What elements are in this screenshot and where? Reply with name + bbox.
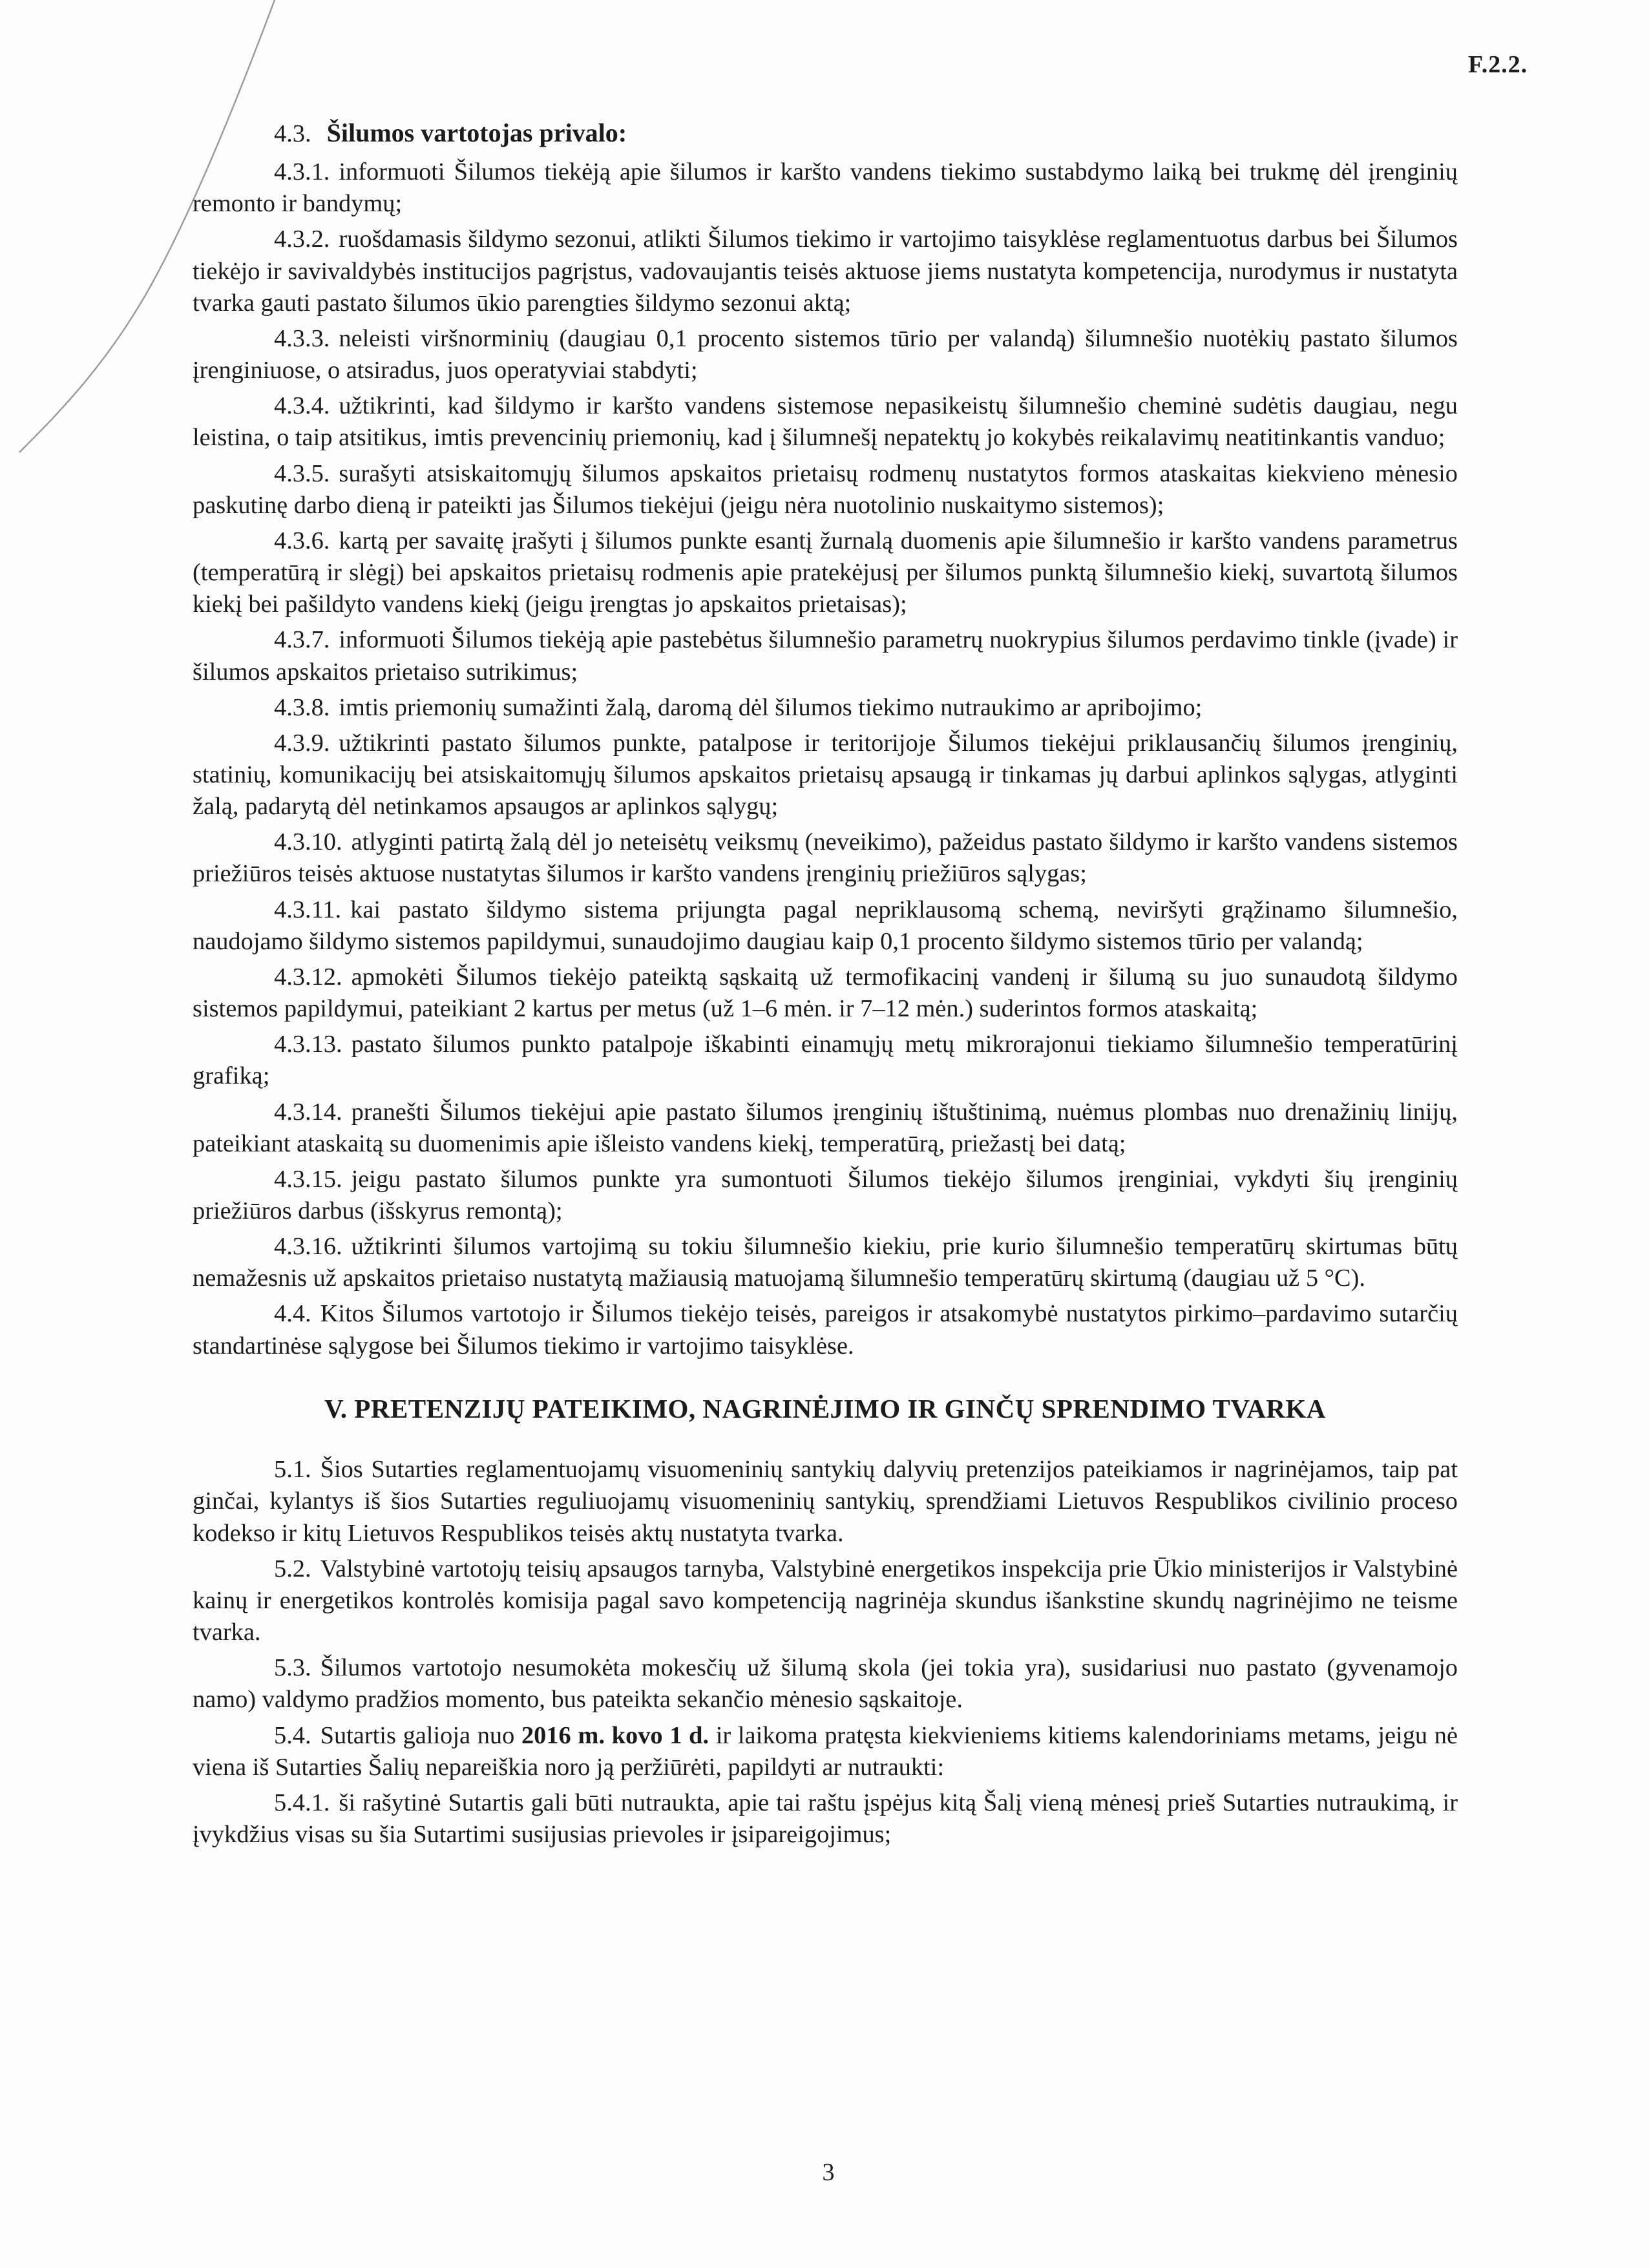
clause-4-3-9 [193,728,1458,823]
clause-4-3-13 [193,1029,1458,1092]
clause-text: surašyti atsiskaitomųjų šilumos apskaitos prietaisų rodmenų nustatytos formos ataskaitas kiekvieno mėnesio paskutinę darbo dieną ir pateikti jas Šilumos tiekėjui (jeigu nėra nuotolinio nuskaitymo sistemos); [193,459,1458,519]
clause-text: Kitos Šilumos vartotojo ir Šilumos tiekėjo teisės, pareigos ir atsakomybė nustatytos pirkimo–pardavimo sutarčių standartinėse sąlygose bei Šilumos tiekimo ir vartojimo taisyklėse. [193,1300,1458,1360]
clause-number: 4.3.2. [274,226,330,253]
clause-4-3-5 [193,458,1458,521]
clause-text: užtikrinti, kad šildymo ir karšto vandens sistemose nepasikeistų šilumnešio cheminė sudėtis daugiau, negu leistina, o taip atsitikus, imtis prevencinių priemonių, kad į šilumnešį nepatektų jo kokybės reikalavimų neatitinkantis vanduo; [193,392,1458,452]
clause-4-3-11 [193,894,1458,958]
clause-text: informuoti Šilumos tiekėją apie šilumos ir karšto vandens tiekimo sustabdymo laiką bei trukmę dėl įrenginių remonto ir bandymų; [193,158,1458,218]
clause-number: 4.3. [274,120,311,147]
clause-number: 5.4. [274,1721,311,1749]
clause-text: ruošdamasis šildymo sezonui, atlikti Šilumos tiekimo ir vartojimo taisyklėse reglamentuotus darbus bei Šilumos tiekėjo ir savivaldybės institucijos pagrįstus, vadovaujantis teisės aktuose jiems nustatyta kompetencija, nurodymus ir nustatyta tvarka gauti pastato šilumos ūkio parengties šildymo sezonui aktą; [193,226,1458,317]
clause-4-3-6 [193,525,1458,620]
clause-text-after: ir laikoma pratęsta kiekvieniems kitiems kalendoriniams metams, jeigu nė viena iš Sutarties Šalių nepareiškia noro ją peržiūrėti, papildyti ar nutraukti: [193,1721,1458,1781]
clause-number: 4.3.7. [274,626,330,654]
page-number: 3 [822,2159,835,2186]
clause-number: 4.3.3. [274,324,330,352]
clause-number: 5.3. [274,1654,311,1682]
clause-4-3-heading [193,116,1458,150]
clause-text: neleisti viršnorminių (daugiau 0,1 procento sistemos tūrio per valandą) šilumnešio nuotėkių pastato šilumos įrenginiuose, o atsiradus, juos operatyviai stabdyti; [193,324,1458,384]
clause-5-4-1 [193,1787,1458,1851]
clause-number: 4.3.13. [274,1031,342,1058]
clause-text: ši rašytinė Sutartis gali būti nutraukta, apie tai raštu įspėjus kitą Šalį vieną mėnesį prieš Sutarties nutraukimą, ir įvykdžius visas su šia Sutartimi susijusias prievoles ir įsipareigojimus; [193,1789,1458,1848]
document-reference: F.2.2. [1468,51,1528,78]
clause-number: 4.3.5. [274,459,330,487]
clause-text: pranešti Šilumos tiekėjui apie pastato šilumos įrenginių ištuštinimą, nuėmus plombas nuo drenažinių linijų, pateikiant ataskaitą su duomenimis apie išleisto vandens kiekį, temperatūrą, priežastį bei datą; [193,1098,1458,1157]
clause-4-3-15 [193,1164,1458,1227]
clause-number: 4.3.6. [274,527,330,554]
clause-4-4 [193,1298,1458,1361]
clause-text: atlyginti patirtą žalą dėl jo neteisėtų veiksmų (neveikimo), pažeidus pastato šildymo ir karšto vandens sistemos priežiūros teisės aktuose nustatytas šilumos ir karšto vandens įrenginių priežiūros sąlygas; [193,828,1458,888]
section-v-heading: V. PRETENZIJŲ PATEIKIMO, NAGRINĖJIMO IR GINČŲ SPRENDIMO TVARKA [324,1393,1327,1423]
clause-number: 4.3.1. [274,158,330,186]
clause-number: 4.3.10. [274,828,342,856]
clause-4-3-8 [193,692,1458,724]
document-body [193,116,1458,1854]
clause-4-3-1 [193,156,1458,220]
clause-number: 4.3.14. [274,1098,342,1126]
clause-5-2 [193,1553,1458,1648]
clause-4-3-4 [193,390,1458,454]
clause-number: 5.2. [274,1555,311,1582]
clause-title: Šilumos vartotojas privalo: [326,118,627,147]
clause-5-3 [193,1652,1458,1716]
clause-number: 4.3.11. [274,896,342,923]
clause-number: 5.4.1. [274,1789,330,1816]
clause-4-3-14 [193,1097,1458,1160]
clause-number: 4.3.16. [274,1233,342,1261]
clause-5-1 [193,1454,1458,1549]
clause-text: Valstybinė vartotojų teisių apsaugos tarnyba, Valstybinė energetikos inspekcija prie Ūkio ministerijos ir Valstybinė kainų ir energetikos kontrolės komisija pagal savo kompetenciją nagrinėja skundus išankstine skundų nagrinėjimo ne teisme tvarka. [193,1555,1458,1646]
clause-number: 4.3.8. [274,693,330,721]
clause-text: užtikrinti pastato šilumos punkte, patalpose ir teritorijoje Šilumos tiekėjui priklausančių šilumos įrenginių, statinių, komunikacijų bei atsiskaitomųjų šilumos apskaitos prietaisų apsaugą ir tinkamas jų darbui aplinkos sąlygas, atlyginti žalą, padarytą dėl netinkamos apsaugos ar aplinkos sąlygų; [193,729,1458,821]
clause-number: 4.3.9. [274,729,330,757]
clause-4-3-12 [193,961,1458,1025]
clause-text: apmokėti Šilumos tiekėjo pateiktą sąskaitą už termofikacinį vandenį ir šilumą su juo sunaudotą šildymo sistemos papildymui, pateikiant 2 kartus per metus (už 1–6 mėn. ir 7–12 mėn.) suderintos formos ataskaitą; [193,963,1458,1023]
clause-number: 4.3.4. [274,392,330,420]
clause-text-before: Sutartis galioja nuo [320,1721,521,1749]
clause-number: 5.1. [274,1456,311,1484]
clause-text: imtis priemonių sumažinti žalą, daromą dėl šilumos tiekimo nutraukimo ar apribojimo; [339,693,1203,721]
clause-text: Šios Sutarties reglamentuojamų visuomeninių santykių dalyvių pretenzijos pateikiamos ir nagrinėjamos, taip pat ginčai, kylantys iš šios Sutarties reguliuojamų visuomeninių santykių, sprendžiami Lietuvos Respublikos civilinio proceso kodekso ir kitų Lietuvos Respublikos teisės aktų nustatyta tvarka. [193,1456,1458,1547]
clause-text: Šilumos vartotojo nesumokėta mokesčių už šilumą skola (jei tokia yra), susidariusi nuo pastato (gyvenamojo namo) valdymo pradžios momento, bus pateikta sekančio mėnesio sąskaitoje. [193,1654,1458,1714]
clause-number: 4.3.12. [274,963,342,991]
clause-text: užtikrinti šilumos vartojimą su tokiu šilumnešio kiekiu, prie kurio šilumnešio temperatūrų skirtumas būtų nemažesnis už apskaitos prietaiso nustatytą mažiausią matuojamą šilumnešio temperatūrų skirtumą (daugiau už 5 °C). [193,1233,1458,1292]
clause-number: 4.4. [274,1300,311,1328]
clause-5-4 [193,1720,1458,1783]
clause-4-3-7 [193,624,1458,688]
clause-text: pastato šilumos punkto patalpoje iškabinti einamųjų metų mikrorajonui tiekiamo šilumnešio temperatūrinį grafiką; [193,1031,1458,1090]
clause-4-3-2 [193,224,1458,319]
clause-text: kartą per savaitę įrašyti į šilumos punkte esantį žurnalą duomenis apie šilumnešio ir karšto vandens parametrus (temperatūrą ir slėgį) bei apskaitos prietaisų rodmenis apie pratekėjusį per šilumos punktą šilumnešio kiekį, suvartotą šilumos kiekį bei pašildyto vandens kiekį (jeigu įrengtas jo apskaitos prietaisas); [193,527,1458,618]
clause-4-3-3 [193,323,1458,386]
clause-4-3-16 [193,1231,1458,1294]
clause-number: 4.3.15. [274,1165,342,1193]
clause-text: kai pastato šildymo sistema prijungta pagal nepriklausomą schemą, neviršyti grąžinamo šilumnešio, naudojamo šildymo sistemos papildymui, sunaudojimo daugiau kaip 0,1 procento šildymo sistemos tūrio per valandą; [193,896,1458,955]
clause-4-3-10 [193,826,1458,890]
clause-text: informuoti Šilumos tiekėją apie pastebėtus šilumnešio parametrų nuokrypius šilumos perdavimo tinkle (įvade) ir šilumos apskaitos prietaiso sutrikimus; [193,626,1458,686]
effective-date: 2016 m. kovo 1 d. [521,1721,709,1749]
clause-text: jeigu pastato šilumos punkte yra sumontuoti Šilumos tiekėjo šilumos įrenginiai, vykdyti šių įrenginių priežiūros darbus (išskyrus remontą); [193,1165,1458,1224]
